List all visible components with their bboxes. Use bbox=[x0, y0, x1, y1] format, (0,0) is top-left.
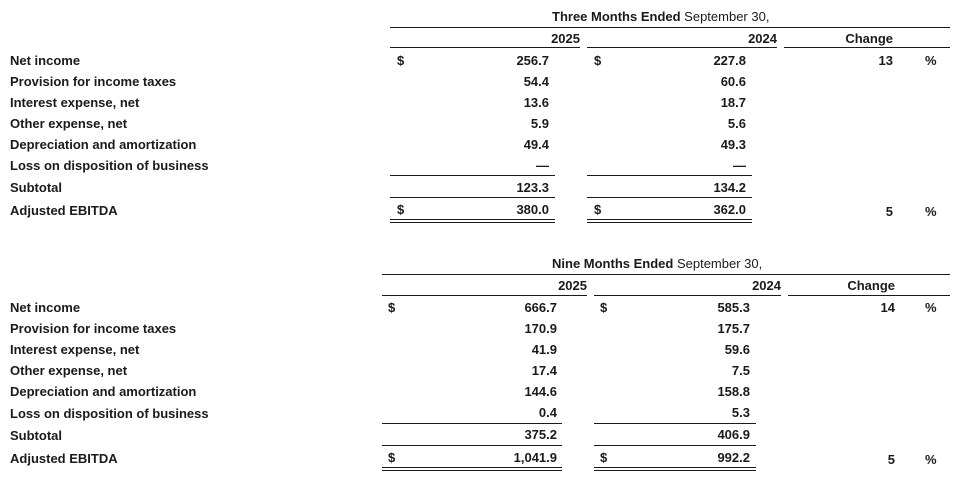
subtotal-rule-2025 bbox=[390, 175, 555, 176]
value-2024: 585.3 bbox=[717, 300, 750, 315]
value-2024: 362.0 bbox=[713, 202, 746, 217]
value-2025: 1,041.9 bbox=[513, 450, 557, 465]
value-2024: 7.5 bbox=[731, 363, 750, 378]
change-value: 14 bbox=[880, 300, 895, 315]
value-2025: 256.7 bbox=[516, 53, 549, 68]
value-2025: 170.9 bbox=[524, 321, 557, 336]
value-2025: 123.3 bbox=[516, 180, 549, 195]
value-2024: 59.6 bbox=[724, 342, 750, 357]
row-label: Other expense, net bbox=[10, 116, 128, 131]
row-label: Other expense, net bbox=[10, 363, 128, 378]
change-value: 13 bbox=[878, 53, 893, 68]
value-2024: — bbox=[733, 158, 746, 173]
row-label: Adjusted EBITDA bbox=[10, 203, 118, 218]
value-2025: 49.4 bbox=[523, 137, 549, 152]
column-header-2024: 2024 bbox=[748, 31, 777, 46]
value-2025: 0.4 bbox=[538, 405, 557, 420]
percent-sign: % bbox=[925, 452, 937, 467]
value-2025: 41.9 bbox=[531, 342, 557, 357]
total-rule-2024 bbox=[594, 445, 756, 446]
subtotal-rule-2025 bbox=[382, 423, 562, 424]
total-rule-2025 bbox=[390, 197, 555, 198]
header-rule bbox=[382, 274, 950, 275]
value-2024: 992.2 bbox=[717, 450, 750, 465]
row-label: Provision for income taxes bbox=[10, 321, 177, 336]
row-label: Depreciation and amortization bbox=[10, 137, 197, 152]
change-value: 5 bbox=[887, 452, 895, 467]
value-2025: — bbox=[536, 158, 549, 173]
col-rule-2025 bbox=[390, 47, 580, 48]
double-rule-2024 bbox=[587, 219, 752, 223]
value-2024: 406.9 bbox=[717, 427, 750, 442]
value-2024: 5.3 bbox=[731, 405, 750, 420]
percent-sign: % bbox=[925, 300, 937, 315]
row-label: Adjusted EBITDA bbox=[10, 451, 118, 466]
change-header: Change bbox=[847, 278, 895, 293]
dollar-sign: $ bbox=[388, 450, 396, 465]
value-2025: 666.7 bbox=[524, 300, 557, 315]
dollar-sign: $ bbox=[600, 300, 608, 315]
double-rule-2024 bbox=[594, 467, 756, 471]
row-label: Loss on disposition of business bbox=[10, 158, 209, 173]
change-value: 5 bbox=[885, 204, 893, 219]
table-title bbox=[552, 9, 769, 24]
value-2024: 158.8 bbox=[717, 384, 750, 399]
value-2025: 13.6 bbox=[523, 95, 549, 110]
value-2024: 175.7 bbox=[717, 321, 750, 336]
row-label: Loss on disposition of business bbox=[10, 406, 209, 421]
column-header-2024: 2024 bbox=[752, 278, 781, 293]
title-bold: Three Months Ended bbox=[552, 9, 681, 24]
table-title bbox=[552, 256, 762, 271]
dollar-sign: $ bbox=[388, 300, 396, 315]
row-label: Subtotal bbox=[10, 428, 62, 443]
value-2025: 5.9 bbox=[530, 116, 549, 131]
value-2025: 17.4 bbox=[531, 363, 557, 378]
dollar-sign: $ bbox=[600, 450, 608, 465]
column-header-2025: 2025 bbox=[558, 278, 587, 293]
row-label: Net income bbox=[10, 300, 81, 315]
dollar-sign: $ bbox=[397, 202, 405, 217]
dollar-sign: $ bbox=[594, 53, 602, 68]
row-label: Subtotal bbox=[10, 180, 62, 195]
percent-sign: % bbox=[925, 53, 937, 68]
double-rule-2025 bbox=[390, 219, 555, 223]
header-rule bbox=[390, 27, 950, 28]
row-label: Interest expense, net bbox=[10, 342, 140, 357]
title-rest: September 30, bbox=[673, 256, 763, 271]
total-rule-2024 bbox=[587, 197, 752, 198]
value-2024: 18.7 bbox=[720, 95, 746, 110]
col-rule-2024 bbox=[587, 47, 777, 48]
subtotal-rule-2024 bbox=[594, 423, 756, 424]
row-label: Depreciation and amortization bbox=[10, 384, 197, 399]
value-2025: 375.2 bbox=[524, 427, 557, 442]
row-label: Interest expense, net bbox=[10, 95, 140, 110]
dollar-sign: $ bbox=[594, 202, 602, 217]
value-2024: 134.2 bbox=[713, 180, 746, 195]
col-rule-change bbox=[784, 47, 950, 48]
row-label: Provision for income taxes bbox=[10, 74, 177, 89]
value-2024: 227.8 bbox=[713, 53, 746, 68]
double-rule-2025 bbox=[382, 467, 562, 471]
title-rest: September 30, bbox=[680, 9, 770, 24]
percent-sign: % bbox=[925, 204, 937, 219]
col-rule-change bbox=[788, 295, 950, 296]
col-rule-2025 bbox=[382, 295, 587, 296]
change-header: Change bbox=[845, 31, 893, 46]
dollar-sign: $ bbox=[397, 53, 405, 68]
value-2025: 144.6 bbox=[524, 384, 557, 399]
value-2024: 49.3 bbox=[720, 137, 746, 152]
value-2024: 60.6 bbox=[720, 74, 746, 89]
value-2025: 54.4 bbox=[523, 74, 549, 89]
value-2024: 5.6 bbox=[727, 116, 746, 131]
subtotal-rule-2024 bbox=[587, 175, 752, 176]
row-label: Net income bbox=[10, 53, 81, 68]
title-bold: Nine Months Ended bbox=[552, 256, 674, 271]
col-rule-2024 bbox=[594, 295, 781, 296]
column-header-2025: 2025 bbox=[551, 31, 580, 46]
value-2025: 380.0 bbox=[516, 202, 549, 217]
total-rule-2025 bbox=[382, 445, 562, 446]
